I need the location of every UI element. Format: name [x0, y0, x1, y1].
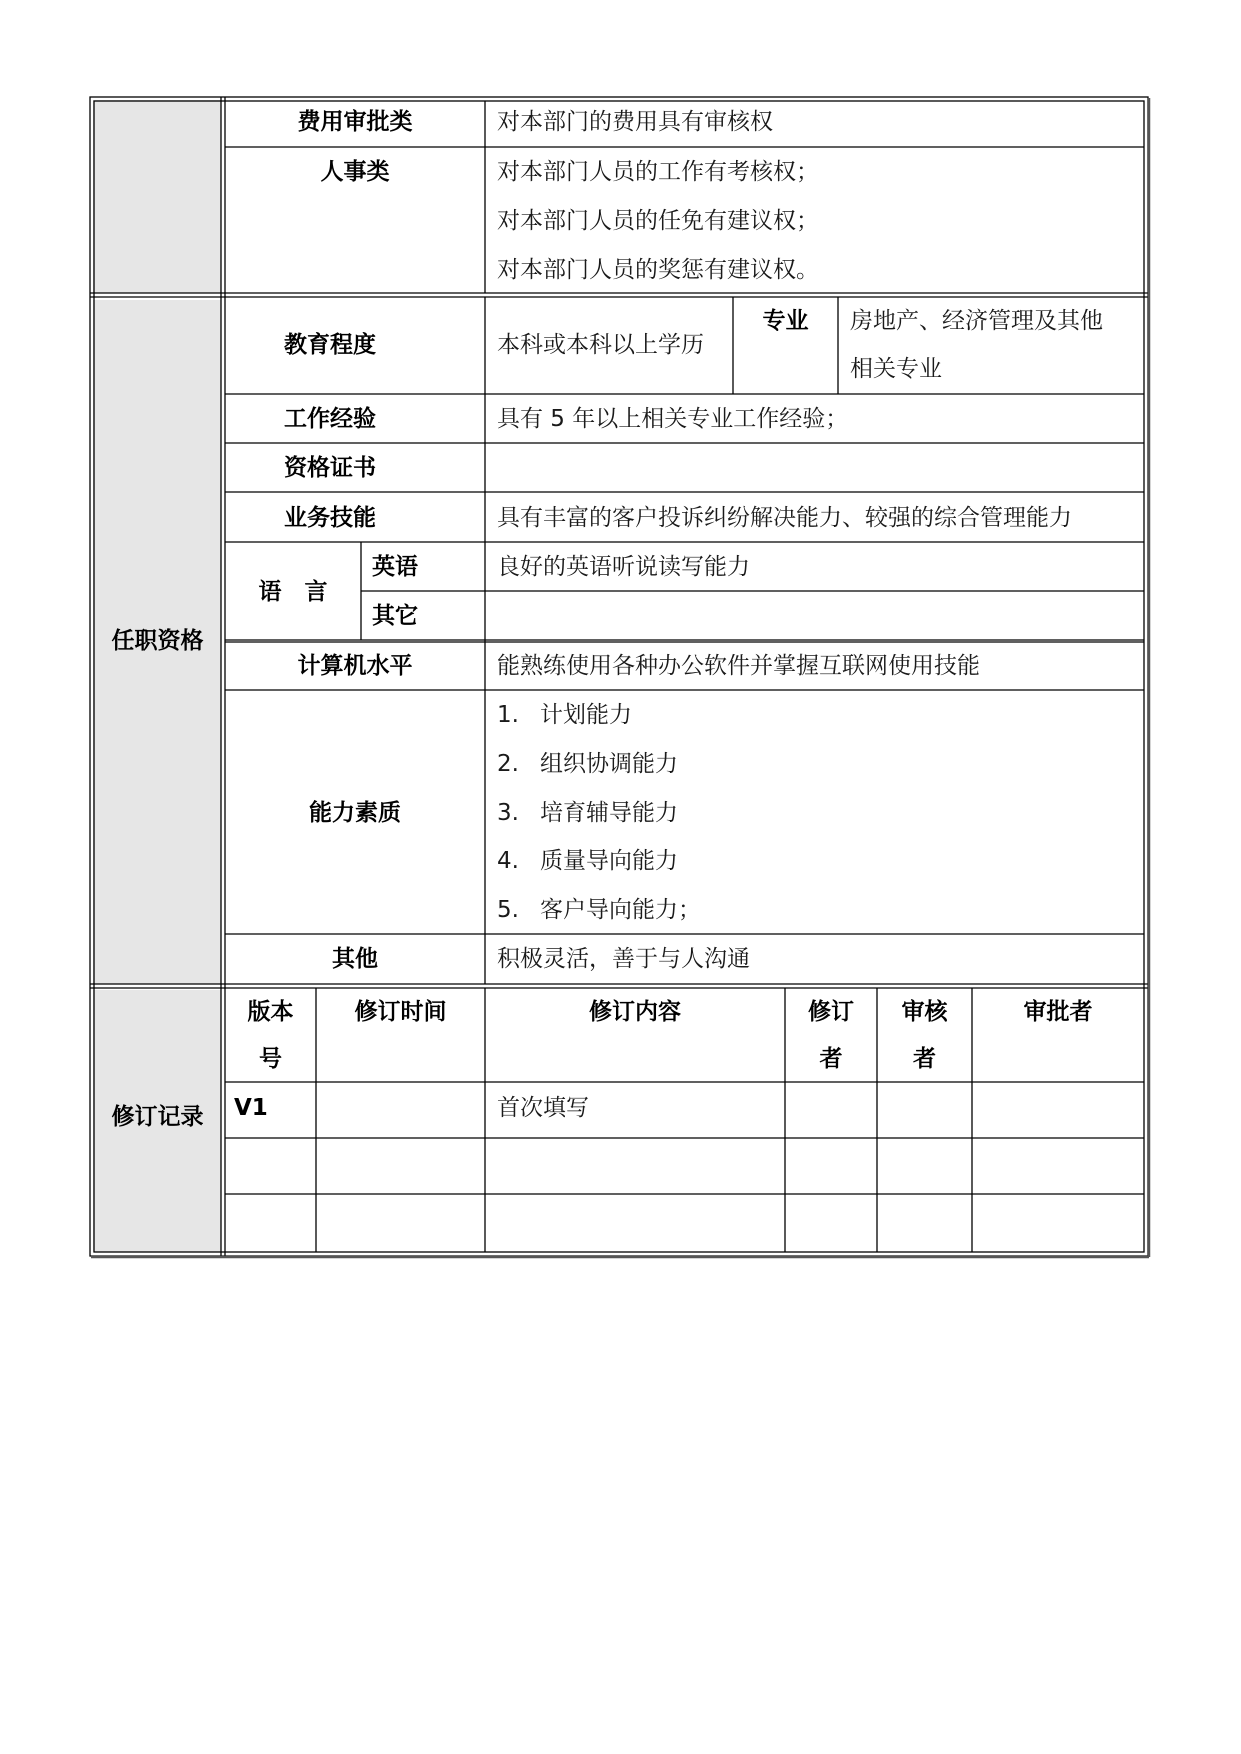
expense-approval-label: 费用审批类	[297, 109, 413, 135]
ability-item-num-4: 4.	[497, 848, 519, 874]
revision-empty-row-2	[225, 1138, 1144, 1194]
header-auditor-line2: 者	[913, 1046, 936, 1072]
education-label: 教育程度	[284, 332, 376, 358]
major-value-line1: 房地产、经济管理及其他	[850, 308, 1103, 334]
header-time: 修订时间	[354, 999, 447, 1025]
header-version-line1: 版本	[247, 999, 294, 1025]
certificate-label: 资格证书	[284, 455, 376, 481]
experience-label: 工作经验	[284, 406, 376, 432]
personnel-value-2: 对本部门人员的任免有建议权；	[497, 208, 819, 234]
ability-label: 能力素质	[309, 800, 401, 826]
computer-value: 能熟练使用各种办公软件并掌握互联网使用技能	[497, 653, 980, 679]
row1-content: 首次填写	[497, 1095, 589, 1121]
header-version-line2: 号	[259, 1046, 282, 1072]
ability-item-text-2: 组织协调能力	[540, 751, 678, 777]
ability-item-text-4: 质量导向能力	[540, 848, 678, 874]
header-reviser-line2: 者	[819, 1046, 843, 1072]
ability-item-num-1: 1.	[497, 702, 519, 728]
skills-value: 具有丰富的客户投诉纠纷解决能力、较强的综合管理能力	[497, 505, 1072, 531]
major-label: 专业	[762, 308, 809, 334]
row1-version: V1	[234, 1095, 268, 1121]
education-value: 本科或本科以上学历	[497, 332, 704, 358]
ability-item-text-1: 计划能力	[540, 702, 632, 728]
english-label: 英语	[372, 554, 418, 580]
personnel-value-3: 对本部门人员的奖惩有建议权。	[497, 257, 819, 283]
header-content: 修订内容	[589, 999, 681, 1025]
header-auditor-line1: 审核	[901, 999, 948, 1025]
revision-section-label: 修订记录	[111, 1104, 204, 1130]
header-reviser-line1: 修订	[808, 999, 854, 1025]
ability-item-num-3: 3.	[497, 800, 519, 826]
header-approver: 审批者	[1023, 999, 1093, 1025]
ability-item-text-5: 客户导向能力；	[540, 897, 701, 923]
revision-empty-row-3	[225, 1194, 1144, 1252]
qualification-section-label: 任职资格	[111, 628, 204, 654]
language-label: 语 言	[258, 579, 328, 605]
personnel-label: 人事类	[320, 159, 390, 185]
other-value: 积极灵活，善于与人沟通	[497, 946, 750, 972]
expense-approval-value: 对本部门的费用具有审核权	[497, 109, 773, 135]
skills-label: 业务技能	[284, 505, 376, 531]
english-value: 良好的英语听说读写能力	[497, 554, 750, 580]
ability-item-num-2: 2.	[497, 751, 519, 777]
ability-item-num-5: 5.	[497, 897, 519, 923]
major-value-line2: 相关专业	[850, 356, 942, 382]
other-label: 其他	[332, 946, 378, 972]
ability-item-text-3: 培育辅导能力	[540, 800, 678, 826]
experience-value: 具有 5 年以上相关专业工作经验；	[497, 406, 849, 432]
other-language-label: 其它	[372, 603, 418, 629]
personnel-value-1: 对本部门人员的工作有考核权；	[497, 159, 819, 185]
computer-label: 计算机水平	[297, 653, 413, 679]
